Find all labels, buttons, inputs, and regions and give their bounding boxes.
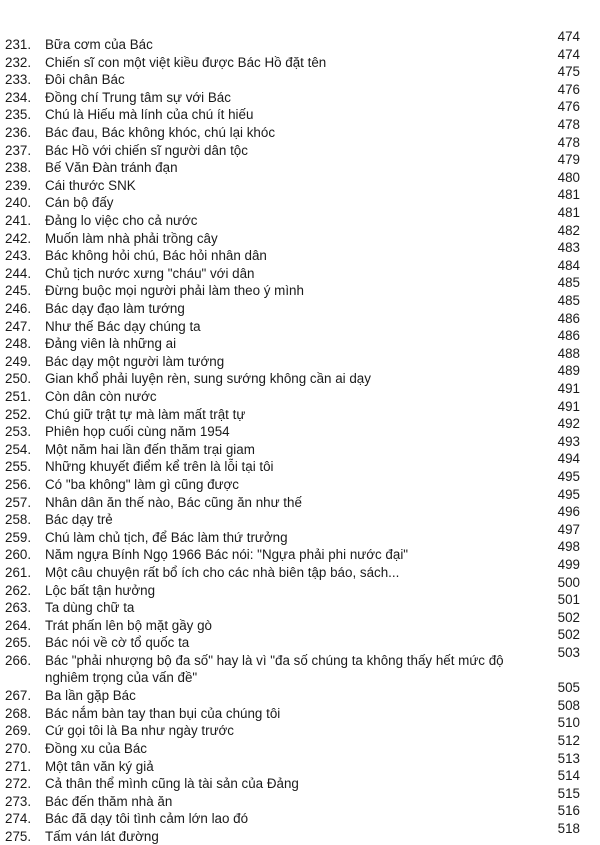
- entry-page: 485: [557, 275, 580, 291]
- entry-title: Đảng viên là những ai: [45, 336, 177, 352]
- entry-number: 267.: [5, 688, 32, 704]
- entry-page: 516: [557, 803, 580, 819]
- entry-page: 486: [557, 328, 580, 344]
- entry-page: 495: [557, 486, 580, 502]
- entry-page: 501: [557, 592, 580, 608]
- entry-page: 486: [557, 310, 580, 326]
- entry-number: 266.: [5, 653, 32, 668]
- entry-number: 275.: [5, 829, 32, 844]
- entry-title: Phiên họp cuối cùng năm 1954: [45, 424, 230, 440]
- entry-page: 481: [557, 205, 580, 220]
- entry-number: 234.: [5, 89, 32, 105]
- entry-number: 272.: [5, 776, 32, 792]
- entry-page: 484: [557, 257, 580, 273]
- entry-page: 485: [557, 293, 580, 308]
- entry-title: Bác Hồ với chiến sĩ người dân tộc: [45, 142, 248, 158]
- entry-number: 268.: [5, 705, 32, 721]
- entry-number: 233.: [5, 72, 32, 88]
- entry-number: 269.: [5, 723, 32, 739]
- entry-title: Năm ngựa Bính Ngọ 1966 Bác nói: "Ngựa phải phi nước đại": [45, 547, 409, 563]
- entry-number: 252.: [5, 406, 32, 422]
- entry-number: 247.: [5, 318, 32, 334]
- entry-title: Bác nói về cờ tổ quốc ta: [45, 635, 190, 651]
- entry-title: Bác đã dạy tôi tình cảm lớn lao đó: [45, 811, 249, 827]
- entry-page: 514: [557, 768, 580, 784]
- entry-number: 255.: [5, 459, 32, 475]
- entry-number: 244.: [5, 265, 32, 281]
- entry-title: Chú là Hiếu mà lính của chú ít hiếu: [45, 107, 254, 123]
- entry-number: 273.: [5, 793, 32, 809]
- entry-number: 237.: [5, 142, 32, 158]
- entry-number: 274.: [5, 811, 32, 827]
- entry-page: 478: [557, 117, 580, 132]
- entry-title: Một năm hai lần đến thăm trại giam: [45, 441, 255, 457]
- entry-page: 479: [557, 152, 580, 168]
- entry-number: 238.: [5, 160, 32, 176]
- entry-title: Đừng buộc mọi người phải làm theo ý mình: [45, 283, 304, 299]
- entry-page: 499: [557, 557, 580, 572]
- entry-title: Cả thân thể mình cũng là tài sản của Đảng: [45, 776, 299, 792]
- entry-title: Bế Văn Đàn tránh đạn: [45, 160, 178, 176]
- entry-page: 482: [557, 222, 580, 238]
- entry-page: 518: [557, 821, 580, 836]
- entry-title: Chủ tịch nước xưng "cháu" với dân: [45, 265, 255, 281]
- entry-page: 492: [557, 416, 580, 432]
- entry-page: 510: [557, 715, 580, 731]
- entry-number: 239.: [5, 177, 32, 193]
- entry-number: 264.: [5, 617, 32, 633]
- entry-page: 497: [557, 521, 580, 537]
- entry-number: 231.: [5, 37, 32, 52]
- entry-page: 488: [557, 345, 580, 361]
- entry-title: Bác dạy đạo làm tướng: [45, 301, 185, 316]
- entry-number: 249.: [5, 353, 32, 369]
- entry-page: 494: [557, 451, 580, 467]
- entry-page: 498: [557, 539, 580, 555]
- entry-title: Chú giữ trật tự mà làm mất trật tự: [45, 406, 246, 422]
- entry-number: 258.: [5, 512, 32, 528]
- entry-title: Đảng lo việc cho cả nước: [45, 213, 198, 228]
- entry-page: 481: [557, 187, 580, 203]
- entry-number: 241.: [5, 213, 32, 228]
- entry-number: 261.: [5, 565, 32, 580]
- entry-title: Đôi chân Bác: [45, 72, 125, 88]
- entry-page: 513: [557, 750, 580, 766]
- entry-number: 256.: [5, 477, 32, 492]
- entry-number: 250.: [5, 371, 32, 387]
- entry-number: 259.: [5, 529, 32, 545]
- entry-number: 243.: [5, 248, 32, 264]
- entry-title: Đồng chí Trung tâm sự với Bác: [45, 89, 231, 105]
- entry-page: 480: [557, 169, 580, 185]
- entry-number: 263.: [5, 600, 32, 616]
- entry-number: 257.: [5, 494, 32, 510]
- entry-title: Muốn làm nhà phải trồng cây: [45, 230, 218, 246]
- entry-page: 491: [557, 398, 580, 414]
- entry-number: 235.: [5, 107, 32, 123]
- entry-title: Bác dạy trẻ: [45, 512, 113, 528]
- entry-title: Có "ba không" làm gì cũng được: [45, 477, 239, 492]
- entry-title: Những khuyết điểm kể trên là lỗi tại tôi: [45, 459, 274, 475]
- entry-number: 271.: [5, 758, 32, 774]
- entry-number: 245.: [5, 283, 32, 299]
- entry-number: 240.: [5, 195, 32, 211]
- entry-title: Tấm ván lát đường: [45, 829, 159, 844]
- entry-title: Ta dùng chữ ta: [45, 600, 135, 616]
- entry-page: 476: [557, 99, 580, 115]
- entry-page: 483: [557, 240, 580, 256]
- entry-title: Bác nắm bàn tay than bụi của chúng tôi: [45, 705, 281, 721]
- entry-title: Còn dân còn nước: [45, 389, 157, 404]
- entry-page: 515: [557, 785, 580, 801]
- entry-page: 496: [557, 504, 580, 520]
- entry-page: 502: [557, 609, 580, 625]
- entry-title: Bác "phải nhượng bộ đa số" hay là vì "đa số chúng ta không thấy hết mức độ nghiêm trọng của vấn đề": [45, 653, 504, 686]
- entry-title: Bữa cơm của Bác: [45, 37, 153, 52]
- entry-title: Như thế Bác dạy chúng ta: [45, 318, 201, 334]
- entry-page: 495: [557, 469, 580, 484]
- entry-page: 489: [557, 363, 580, 379]
- entry-title: Đồng xu của Bác: [45, 741, 147, 756]
- entry-title: Một tân văn ký giả: [45, 758, 154, 774]
- entry-page: 508: [557, 697, 580, 713]
- entry-title: Trát phấn lên bộ mặt gầy gò: [45, 617, 212, 633]
- entry-page: 491: [557, 381, 580, 396]
- entry-number: 251.: [5, 389, 32, 404]
- entry-title: Bác đến thăm nhà ăn: [45, 793, 173, 809]
- entry-number: 253.: [5, 424, 32, 440]
- entry-number: 270.: [5, 741, 32, 756]
- entry-title: Chiến sĩ con một việt kiều được Bác Hồ đặt tên: [45, 54, 327, 70]
- entry-title: Ba lần gặp Bác: [45, 688, 136, 704]
- entry-page: 505: [557, 680, 580, 696]
- entry-page: 493: [557, 433, 580, 449]
- entry-page: 475: [557, 64, 580, 80]
- entry-title: Cứ gọi tôi là Ba như ngày trước: [45, 723, 235, 739]
- entry-number: 254.: [5, 441, 32, 457]
- entry-page: 500: [557, 574, 580, 590]
- entry-title: Cán bộ đấy: [45, 195, 114, 211]
- entry-number: 236.: [5, 125, 32, 140]
- entry-title: Bác không hỏi chú, Bác hỏi nhân dân: [45, 248, 267, 264]
- entry-title: Bác đau, Bác không khóc, chú lại khóc: [45, 125, 276, 140]
- entry-page: 474: [557, 29, 580, 44]
- entry-page: 476: [557, 81, 580, 97]
- entry-number: 248.: [5, 336, 32, 352]
- entry-title: Chú làm chủ tịch, để Bác làm thứ trưởng: [45, 529, 288, 545]
- entry-title: Lộc bất tận hưởng: [45, 582, 156, 598]
- entry-number: 242.: [5, 230, 32, 246]
- entry-number: 265.: [5, 635, 32, 651]
- entry-number: 262.: [5, 582, 32, 598]
- entry-page: 512: [557, 733, 580, 748]
- entry-title: Cái thước SNK: [45, 177, 136, 193]
- entry-page: 474: [557, 46, 580, 62]
- entry-page: 503: [557, 645, 580, 660]
- entry-page: 502: [557, 627, 580, 643]
- entry-number: 260.: [5, 547, 32, 563]
- entry-number: 232.: [5, 54, 32, 70]
- entry-number: 246.: [5, 301, 32, 316]
- entry-page: 478: [557, 134, 580, 150]
- entry-title: Một câu chuyện rất bổ ích cho các nhà biên tập báo, sách...: [45, 565, 400, 580]
- entry-title: Bác dạy một người làm tướng: [45, 353, 225, 369]
- entry-title: Nhân dân ăn thế nào, Bác cũng ăn như thế: [45, 494, 302, 510]
- entry-title: Gian khổ phải luyện rèn, sung sướng không cần ai dạy: [45, 371, 371, 387]
